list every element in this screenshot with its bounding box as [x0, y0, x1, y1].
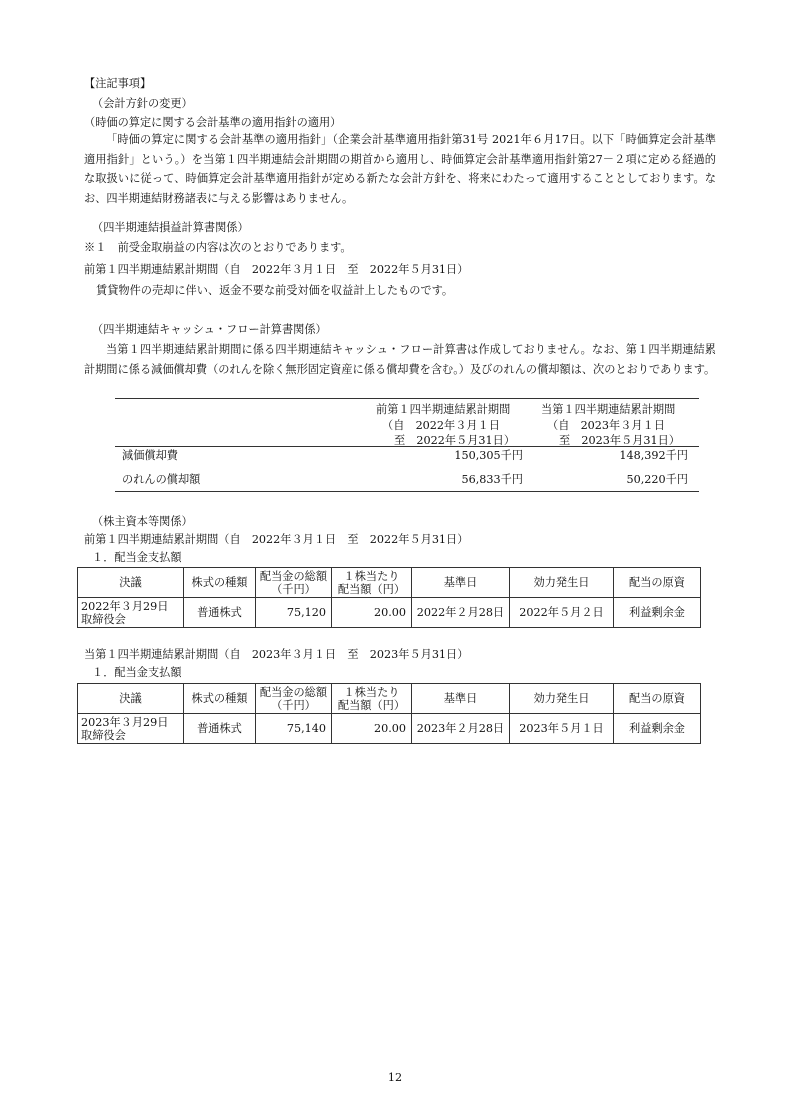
cf-col-curr-to: 至 2023年５月31日） [559, 434, 681, 447]
notes-heading: 【注記事項】 [84, 77, 152, 90]
header-cell-resolution: 決議 [78, 684, 184, 714]
header-text: １株当たり 配当額（円） [337, 685, 406, 712]
cell-resolution [78, 714, 184, 744]
policy-change-heading: （会計方針の変更） [92, 97, 193, 110]
cf-col-curr-from: （自 2023年３月１日 [547, 418, 665, 432]
header-cell-total-dividend [256, 568, 332, 598]
equity-heading: （株主資本等関係） [92, 515, 193, 528]
cell-share-type: 普通株式 [184, 714, 256, 744]
cell-share-type: 普通株式 [184, 598, 256, 628]
pl-detail: 賃貸物件の売却に伴い、返金不要な前受対価を収益計上したものです。 [96, 284, 454, 297]
pl-heading: （四半期連結損益計算書関係） [92, 221, 249, 234]
table-row [78, 598, 701, 628]
header-text: 配当金の総額 （千円） [259, 685, 328, 712]
equity-prev-sub: １．配当金支払額 [92, 551, 182, 564]
header-text: １株当たり 配当額（円） [337, 569, 406, 596]
cf-col-prev-to: 至 2022年５月31日） [394, 434, 516, 447]
dividend-table-prev [77, 567, 701, 628]
cell-record-date: 2022年２月28日 [412, 598, 510, 628]
cf-row-curr-value: 50,220千円 [626, 473, 688, 486]
page-number: 12 [387, 1071, 403, 1084]
header-cell-record-date: 基準日 [412, 568, 510, 598]
cf-col-curr [541, 402, 680, 449]
policy-subheading: （時価の算定に関する会計基準の適用指針の適用） [84, 116, 342, 129]
header-text: 配当金の総額 （千円） [259, 569, 328, 596]
cf-heading: （四半期連結キャッシュ・フロー計算書関係） [92, 323, 327, 336]
header-cell-resolution: 決議 [78, 568, 184, 598]
cell-effective-date: 2023年５月１日 [510, 714, 614, 744]
cell-text: 2023年３月29日 取締役会 [81, 715, 169, 742]
cell-resolution [78, 598, 184, 628]
header-cell-record-date: 基準日 [412, 684, 510, 714]
cf-table-header-rule [115, 446, 699, 447]
header-cell-per-share [332, 568, 412, 598]
cell-per-share: 20.00 [332, 598, 412, 628]
cf-row-label: のれんの償却額 [122, 473, 201, 486]
header-cell-share-type: 株式の種類 [184, 568, 256, 598]
cell-text: 2022年３月29日 取締役会 [81, 599, 169, 626]
cf-table-top-rule [115, 398, 699, 399]
cf-row-prev-value: 56,833千円 [461, 473, 523, 486]
equity-curr-sub: １．配当金支払額 [92, 666, 182, 679]
header-cell-total-dividend [256, 684, 332, 714]
cf-col-prev-from: （自 2022年３月１日 [382, 418, 500, 432]
cell-source: 利益剰余金 [614, 598, 701, 628]
cf-row-curr-value: 148,392千円 [619, 449, 688, 462]
cf-table-bottom-rule [115, 491, 699, 492]
cell-record-date: 2023年２月28日 [412, 714, 510, 744]
pl-note1: ※１ 前受金取崩益の内容は次のとおりであります。 [84, 241, 352, 254]
header-cell-effective-date: 効力発生日 [510, 568, 614, 598]
header-cell-effective-date: 効力発生日 [510, 684, 614, 714]
policy-paragraph: 「時価の算定に関する会計基準の適用指針」（企業会計基準適用指針第31号 2021年６月17日。以下「時価算定会計基準適用指針」という。）を当第１四半期連結会計期間の期首から適用し、時価算定会計基準適用指針第27－２項に定める経過的な取扱いに従って、時価算定会計基準適用指針が定める新たな会計方針を、将来にわたって適用することとしております。なお、四半期連結財務諸表に与える影響はありません。 [84, 133, 716, 205]
cf-row-label: 減価償却費 [122, 449, 178, 462]
equity-curr-period: 当第１四半期連結累計期間（自 2023年３月１日 至 2023年５月31日） [84, 648, 469, 661]
dividend-table-curr [77, 683, 701, 744]
pl-period: 前第１四半期連結累計期間（自 2022年３月１日 至 2022年５月31日） [84, 263, 469, 276]
cf-col-prev [376, 402, 515, 449]
equity-prev-period: 前第１四半期連結累計期間（自 2022年３月１日 至 2022年５月31日） [84, 533, 469, 546]
header-cell-per-share [332, 684, 412, 714]
header-cell-source: 配当の原資 [614, 684, 701, 714]
header-cell-share-type: 株式の種類 [184, 684, 256, 714]
cell-source: 利益剰余金 [614, 714, 701, 744]
table-row [78, 714, 701, 744]
cf-col-curr-title: 当第１四半期連結累計期間 [541, 403, 676, 416]
header-cell-source: 配当の原資 [614, 568, 701, 598]
cf-row-prev-value: 150,305千円 [454, 449, 523, 462]
cf-col-prev-title: 前第１四半期連結累計期間 [376, 403, 511, 416]
cell-total-dividend: 75,120 [256, 598, 332, 628]
cell-per-share: 20.00 [332, 714, 412, 744]
cell-effective-date: 2022年５月２日 [510, 598, 614, 628]
cell-total-dividend: 75,140 [256, 714, 332, 744]
table-header-row [78, 684, 701, 714]
cf-paragraph: 当第１四半期連結累計期間に係る四半期連結キャッシュ・フロー計算書は作成しておりません。なお、第１四半期連結累計期間に係る減価償却費（のれんを除く無形固定資産に係る償却費を含む。）及びのれんの償却額は、次のとおりであります。 [84, 343, 716, 376]
table-header-row [78, 568, 701, 598]
